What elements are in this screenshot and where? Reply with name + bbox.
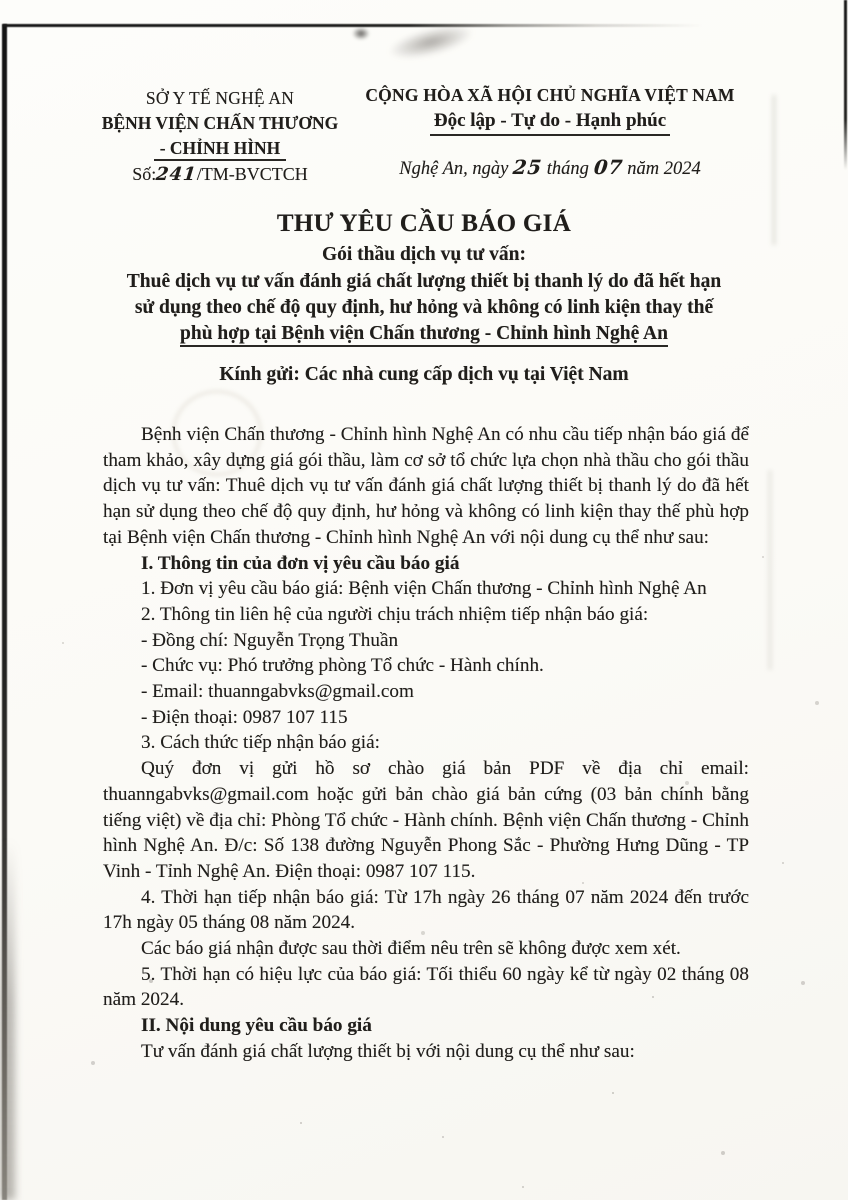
org-name-underline: - CHỈNH HÌNH — [154, 138, 287, 161]
document-number-handwritten: 241 — [155, 164, 198, 185]
package-type-subtitle: Gói thầu dịch vụ tư vấn: — [321, 244, 527, 265]
package-name-line-1: Thuê dịch vụ tư vấn đánh giá chất lượng thiết bị thanh lý do đã hết hạn — [126, 271, 722, 292]
section-2-intro: Tư vấn đánh giá chất lượng thiết bị với nội dung cụ thể như sau: — [141, 1040, 635, 1062]
document-title: THƯ YÊU CẦU BÁO GIÁ — [276, 210, 572, 237]
contact-phone-line: - Điện thoại: 0987 107 115 — [141, 706, 348, 728]
contact-email-line: - Email: thuanngabvks@gmail.com — [141, 681, 414, 703]
item-3-method-heading: 3. Cách thức tiếp nhận báo giá: — [141, 732, 380, 754]
document-number-suffix: /TM-BVCTCH — [196, 164, 308, 184]
contact-title-line: - Chức vụ: Phó trưởng phòng Tổ chức - Hành chính. — [141, 655, 544, 677]
date-day-handwritten: 25 — [511, 156, 544, 179]
title-block — [0, 210, 848, 347]
package-name-underline: phù hợp tại Bệnh viện Chấn thương - Chỉnh hình Nghệ An — [180, 323, 668, 347]
section-1-heading: I. Thông tin của đơn vị yêu cầu báo giá — [141, 552, 460, 574]
scan-margin-streak — [768, 470, 772, 670]
national-country-line: CỘNG HÒA XÃ HỘI CHỦ NGHĨA VIỆT NAM — [365, 85, 735, 105]
document-number-prefix: Số: — [132, 164, 157, 184]
national-motto-underline: Độc lập - Tự do - Hạnh phúc — [430, 110, 670, 136]
document-number — [70, 162, 370, 187]
section-2-heading: II. Nội dung yêu cầu báo giá — [141, 1015, 372, 1037]
org-parent-name: SỞ Y TẾ NGHỆ AN — [145, 88, 295, 108]
package-name — [0, 269, 848, 347]
scan-speckles — [0, 0, 2, 2]
paragraph-intro: Bệnh viện Chấn thương - Chỉnh hình Nghệ An có nhu cầu tiếp nhận báo giá để tham khảo, xây dựng giá gói thầu, làm cơ sở tổ chức lựa chọn nhà thầu cho gói thầu dịch vụ tư vấn: Thuê dịch vụ tư vấn đánh giá chất lượng thiết bị thanh lý do đã hết hạn sử dụng theo chế độ quy định, hư hỏng và không có linh kiện thay thế phù hợp tại Bệnh viện Chấn thương - Chỉnh hình Nghệ An với nội dung cụ thể như sau: — [103, 424, 749, 548]
issuing-org-block — [70, 86, 370, 187]
national-motto-line — [355, 110, 745, 136]
package-name-line-3 — [0, 321, 848, 347]
item-5-validity: 5. Thời hạn có hiệu lực của báo giá: Tối thiểu 60 ngày kể từ ngày 02 tháng 08 năm 2024. — [103, 963, 749, 1011]
org-name-line-1: BỆNH VIỆN CHẤN THƯƠNG — [101, 113, 339, 133]
date-prefix: Nghệ An, ngày — [399, 159, 513, 179]
item-1-requesting-unit: 1. Đơn vị yêu cầu báo giá: Bệnh viện Chấn thương - Chỉnh hình Nghệ An — [141, 578, 707, 600]
org-name-line-2 — [70, 136, 370, 161]
national-header-block — [355, 84, 745, 180]
scan-edge-right — [844, 0, 847, 170]
document-body — [103, 422, 749, 1065]
date-place-line — [355, 156, 745, 180]
date-month-handwritten: 07 — [592, 156, 624, 179]
note-late-quotes: Các báo giá nhận được sau thời điểm nêu trên sẽ không được xem xét. — [141, 938, 681, 960]
item-4-deadline: 4. Thời hạn tiếp nhận báo giá: Từ 17h ngày 26 tháng 07 năm 2024 đến trước 17h ngày 05 tháng 08 năm 2024. — [103, 886, 749, 934]
scan-edge-left-fuzz — [0, 840, 15, 1200]
date-suffix: năm 2024 — [622, 159, 701, 179]
paragraph-method: Quý đơn vị gửi hồ sơ chào giá bản PDF về địa chỉ email: thuanngabvks@gmail.com hoặc gửi bản chào giá bản cứng (03 bản chính bằng tiếng việt) về địa chỉ: Phòng Tổ chức - Hành chính. Bệnh viện Chấn thương - Chỉnh hình Nghệ An. Đ/c: Số 138 đường Nguyễn Phong Sắc - Phường Hưng Dũng - TP Vinh - Tỉnh Nghệ An. Điện thoại: 0987 107 115. — [103, 758, 749, 882]
package-name-line-2: sử dụng theo chế độ quy định, hư hỏng và không có linh kiện thay thế — [134, 297, 714, 318]
salutation-line: Kính gửi: Các nhà cung cấp dịch vụ tại Việt Nam — [219, 364, 629, 385]
contact-name-line: - Đồng chí: Nguyễn Trọng Thuần — [141, 629, 399, 651]
date-mid: tháng — [542, 159, 594, 179]
item-2-contact-info: 2. Thông tin liên hệ của người chịu trách nhiệm tiếp nhận báo giá: — [141, 603, 649, 625]
scan-smudge-dot — [352, 27, 370, 40]
